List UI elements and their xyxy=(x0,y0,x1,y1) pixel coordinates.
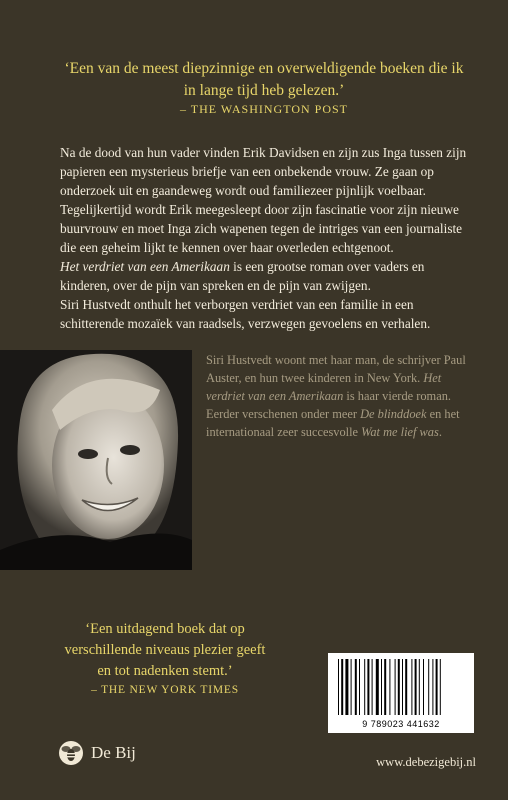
barcode-bar xyxy=(381,659,382,715)
bee-logo-icon xyxy=(58,740,84,766)
blurb-book-title: Het verdriet van een Amerikaan xyxy=(60,259,230,274)
blurb-paragraph-2-text: is een grootse roman over vaders en kinderen, over de pijn van spreken en de pijn van zwijgen. xyxy=(60,259,425,293)
barcode-bar xyxy=(338,659,339,715)
blurb-paragraph-1: Na de dood van hun vader vinden Erik Davidsen en zijn zus Inga tussen zijn papieren een mysterieus briefje van een onbekende vrouw. Ze gaan op onderzoek uit en gaandeweg wordt oud familiezeer pijnlijk voelbaar. Tegelijkertijd wordt Erik meegesleept door zijn fascinatie voor zijn nieuwe buurvrouw en moet Inga zich wapenen tegen de intriges van een journaliste die een geheim lijkt te kennen over haar overleden echtgenoot. xyxy=(60,145,467,255)
barcode-bars xyxy=(328,653,474,719)
bio-book-title-2: De blinddoek xyxy=(360,407,427,421)
barcode-bar xyxy=(419,659,420,715)
barcode-bar xyxy=(405,659,407,715)
barcode-bar xyxy=(440,659,441,715)
bio-text-4: . xyxy=(438,425,442,439)
publisher-website[interactable]: www.debezigebij.nl xyxy=(376,755,476,769)
author-portrait-image xyxy=(0,350,192,570)
barcode-bar xyxy=(389,659,390,715)
barcode-bar xyxy=(345,659,348,715)
book-blurb xyxy=(60,143,472,333)
barcode-bar xyxy=(341,659,343,715)
bio-text-2: is haar vierde roman. Eerder verschenen onder meer xyxy=(206,389,451,421)
barcode-bar xyxy=(428,659,429,715)
barcode-bar xyxy=(367,659,369,715)
barcode-bar xyxy=(398,659,400,715)
bottom-review-attribution: – THE NEW YORK TIMES xyxy=(91,684,239,696)
barcode-bar xyxy=(372,659,373,715)
barcode-bar xyxy=(359,659,360,715)
top-review-quote: ‘Een van de meest diepzinnige en overweldigende boeken die ik in lange tijd heb gelezen.’ xyxy=(64,60,464,99)
barcode-bar xyxy=(432,659,433,715)
blurb-paragraph-3: Siri Hustvedt onthult het verborgen verdriet van een familie in een schitterende mozaïek van raadsels, verzwegen gevoelens en verhalen. xyxy=(60,297,431,331)
author-bio xyxy=(206,351,478,441)
bio-book-title-1: Het verdriet van een Amerikaan xyxy=(206,371,442,403)
barcode-bar xyxy=(415,659,417,715)
isbn-barcode xyxy=(328,653,474,733)
publisher-logo xyxy=(58,740,136,766)
barcode-bar xyxy=(351,659,352,715)
publisher-name: De Bij xyxy=(91,743,136,762)
top-review-attribution: – THE WASHINGTON POST xyxy=(179,102,348,116)
isbn-number: 9 789023 441632 xyxy=(362,719,440,729)
barcode-bar xyxy=(423,659,424,715)
bio-text-1: Siri Hustvedt woont met haar man, de schrijver Paul Auster, en hun twee kinderen in New York. xyxy=(206,353,466,385)
barcode-bar xyxy=(364,659,365,715)
barcode-bar xyxy=(395,659,396,715)
barcode-bar xyxy=(436,659,438,715)
barcode-bar xyxy=(376,659,379,715)
bottom-review-quote: ‘Een uitdagend boek dat op verschillende niveaus plezier geeft en tot nadenken stemt.’ xyxy=(64,621,266,679)
bio-text-3: en het internationaal zeer succesvolle xyxy=(206,407,460,439)
barcode-bar xyxy=(402,659,403,715)
bio-book-title-3: Wat me lief was xyxy=(361,425,439,439)
barcode-bar xyxy=(411,659,412,715)
barcode-bar xyxy=(384,659,386,715)
blurb-paragraph-2 xyxy=(60,257,472,295)
author-photo xyxy=(0,350,192,570)
barcode-bar xyxy=(355,659,357,715)
